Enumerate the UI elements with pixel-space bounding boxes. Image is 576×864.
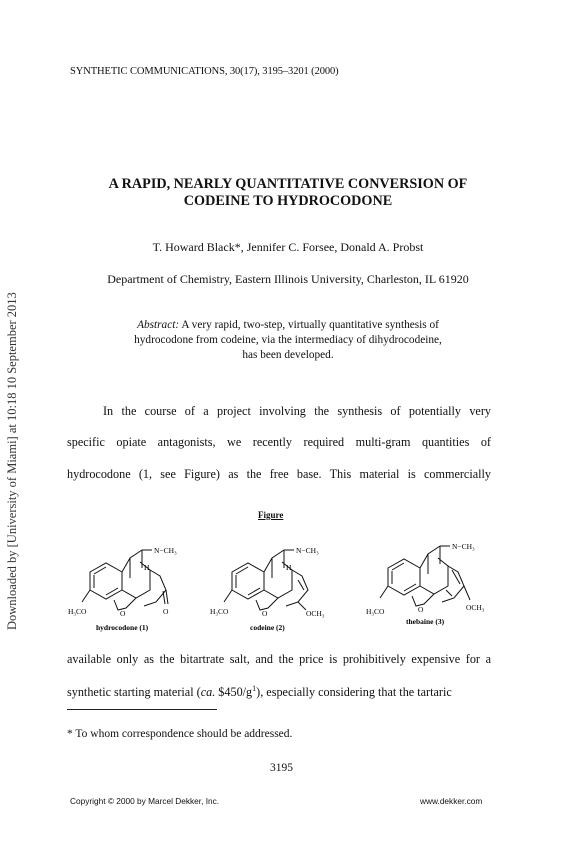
caption-codeine: codeine (2) <box>250 623 285 632</box>
bridge-oxygen-label: O <box>262 609 268 618</box>
figure-label: Figure <box>258 510 284 520</box>
footnote-rule <box>67 709 217 710</box>
bridge-oxygen-label: O <box>418 605 424 614</box>
abstract-line-1: Abstract: A very rapid, two-step, virtually quantitative synthesis of <box>137 319 439 331</box>
methoxy-label: H₃CO <box>210 607 229 616</box>
molecule-thebaine <box>366 540 496 640</box>
methoxy-label: OCH₃ <box>466 603 485 612</box>
title-line-1: A RAPID, NEARLY QUANTITATIVE CONVERSION OF <box>108 176 468 192</box>
paragraph-line: available only as the bitartrate salt, and the price is prohibitively expensive for a <box>67 652 491 666</box>
methoxy-label: OCH₃ <box>306 609 325 618</box>
paragraph-line: synthetic starting material (ca. $\$450/g^1$), especially considering that the tartaric <box>67 684 452 700</box>
abstract-line-2: hydrocodone from codeine, via the intermediacy of dihydrocodeine, <box>134 334 442 346</box>
ketone-label: O <box>163 607 169 616</box>
structure-hydrocodone <box>68 540 193 640</box>
paragraph-line: In the course of a project involving the synthesis of potentially very <box>103 404 491 418</box>
structure-thebaine <box>366 540 496 640</box>
paragraph-line: hydrocodone (1, see Figure) as the free base. This material is commercially <box>67 467 491 481</box>
download-watermark <box>2 292 22 650</box>
page-number: 3195 <box>270 762 293 774</box>
copyright: Copyright © 2000 by Marcel Dekker, Inc. <box>70 796 220 806</box>
caption-hydrocodone: hydrocodone (1) <box>96 623 149 632</box>
article-title <box>60 176 516 210</box>
methoxy-label: H₃CO <box>68 607 87 616</box>
journal-header: SYNTHETIC COMMUNICATIONS, 30(17), 3195–3201 (2000) <box>70 66 339 77</box>
publisher-website[interactable]: www.dekker.com <box>420 796 483 806</box>
h-label: H <box>144 563 150 572</box>
h-label: H <box>286 563 292 572</box>
caption-thebaine: thebaine (3) <box>406 617 445 626</box>
abstract-line-3: has been developed. <box>242 349 334 361</box>
molecule-codeine <box>210 540 340 640</box>
abstract <box>90 318 486 363</box>
amine-label: N−CH₃ <box>452 542 475 551</box>
footnote: * To whom correspondence should be addressed. <box>67 728 293 740</box>
amine-label: N−CH₃ <box>154 546 177 555</box>
paragraph-line: specific opiate antagonists, we recently required multi-gram quantities of <box>67 435 491 449</box>
structure-codeine <box>210 540 340 640</box>
abstract-label: Abstract: <box>137 319 180 331</box>
bridge-oxygen-label: O <box>120 609 126 618</box>
title-line-2: CODEINE TO HYDROCODONE <box>183 193 393 209</box>
affiliation: Department of Chemistry, Eastern Illinois University, Charleston, IL 61920 <box>107 272 469 286</box>
methoxy-label: H₃CO <box>366 607 385 616</box>
amine-label: N−CH₃ <box>296 546 319 555</box>
authors: T. Howard Black*, Jennifer C. Forsee, Donald A. Probst <box>152 240 424 254</box>
molecule-hydrocodone <box>68 540 193 640</box>
download-note: Downloaded by [University of Miami] at 10:18 10 September 2013 <box>5 292 19 630</box>
